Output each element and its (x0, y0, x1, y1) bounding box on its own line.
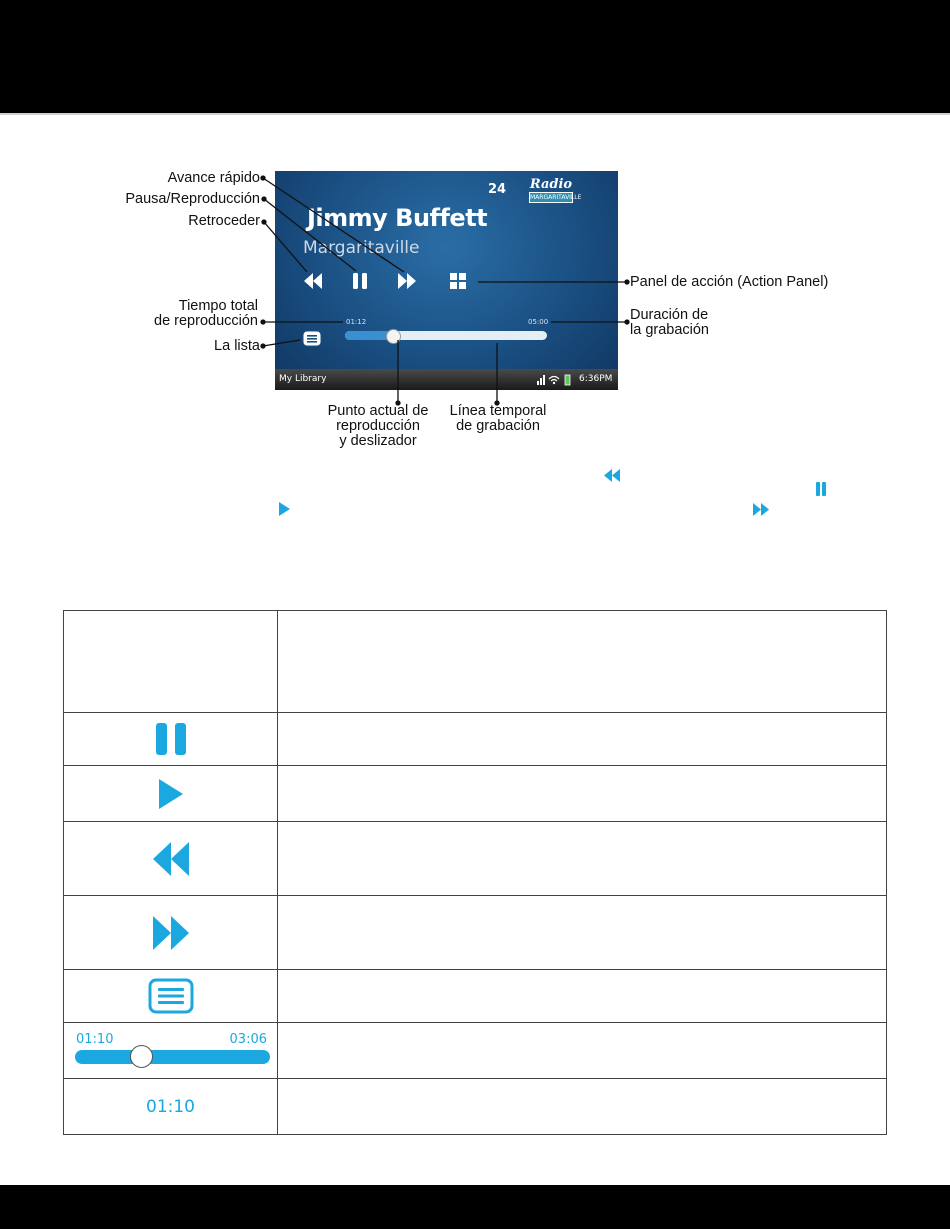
rewind-icon (152, 841, 190, 877)
list-icon (148, 978, 194, 1014)
callout-action-panel: Panel de acción (Action Panel) (630, 274, 829, 290)
callout-duration-line2: la grabación (630, 322, 709, 338)
slider-track (75, 1050, 270, 1064)
table-header-row (64, 611, 887, 713)
callout-timeline-line1: Línea temporal (449, 403, 547, 419)
play-icon (158, 778, 184, 810)
table-row (64, 766, 887, 822)
callout-total-time-line1: Tiempo total (178, 298, 258, 314)
callout-lines (0, 0, 950, 470)
logo-script: Radio (529, 177, 573, 192)
table-cell (278, 713, 887, 766)
table-cell (278, 822, 887, 896)
table-cell (64, 611, 278, 713)
bottom-black-bar (0, 1185, 950, 1229)
status-clock: 6:36PM (579, 374, 613, 384)
slider-example (64, 1023, 277, 1078)
callout-duration-line1: Duración de (630, 307, 709, 323)
table-cell (64, 896, 278, 970)
fast-forward-icon (152, 915, 190, 951)
table-cell (278, 1079, 887, 1135)
table-cell (64, 766, 278, 822)
fast-forward-icon (753, 503, 769, 516)
callout-rewind: Retroceder (188, 213, 260, 229)
callout-fast-forward: Avance rápido (167, 170, 260, 186)
callout-playpoint-line1: Punto actual de (327, 403, 429, 419)
table-cell (278, 611, 887, 713)
table-cell (64, 1023, 278, 1079)
time-display: 01:10 (146, 1096, 195, 1117)
callout-playpoint (322, 404, 434, 449)
slider-time-right: 03:06 (229, 1032, 267, 1047)
rewind-icon (604, 469, 620, 482)
callout-playpoint-line3: y deslizador (339, 433, 417, 449)
table-row (64, 1079, 887, 1135)
elapsed-time: 01:12 (346, 318, 367, 326)
table-row (64, 1023, 887, 1079)
table-cell (278, 1023, 887, 1079)
callout-total-time-line2: de reproducción (154, 313, 258, 329)
play-icon (279, 502, 290, 516)
slider-knob (130, 1045, 153, 1068)
callout-timeline-line2: de grabación (456, 418, 540, 434)
callout-playpoint-line2: reproducción (336, 418, 420, 434)
song-title: Margaritaville (303, 238, 420, 258)
table-cell (278, 766, 887, 822)
table-cell (278, 970, 887, 1023)
callout-pause-play: Pausa/Reproducción (125, 191, 260, 207)
pause-icon (155, 722, 187, 756)
status-library-label: My Library (279, 374, 327, 384)
slider-time-left: 01:10 (76, 1032, 114, 1047)
pause-icon (815, 482, 827, 496)
callout-total-time (154, 299, 258, 329)
channel-number: 24 (488, 182, 507, 197)
table-row (64, 970, 887, 1023)
total-time: 05:00 (528, 318, 549, 326)
artist-name: Jimmy Buffett (307, 204, 488, 232)
table-row (64, 713, 887, 766)
table-row (64, 896, 887, 970)
logo-subtitle: MARGARITAVILLE (530, 194, 582, 201)
table-cell (64, 1079, 278, 1135)
callout-duration (630, 308, 709, 338)
table-cell (64, 822, 278, 896)
table-cell (278, 896, 887, 970)
table-cell (64, 970, 278, 1023)
table-cell (64, 713, 278, 766)
callout-list: La lista (214, 338, 260, 354)
controls-table (63, 610, 887, 1135)
callout-timeline (442, 404, 554, 434)
table-row (64, 822, 887, 896)
